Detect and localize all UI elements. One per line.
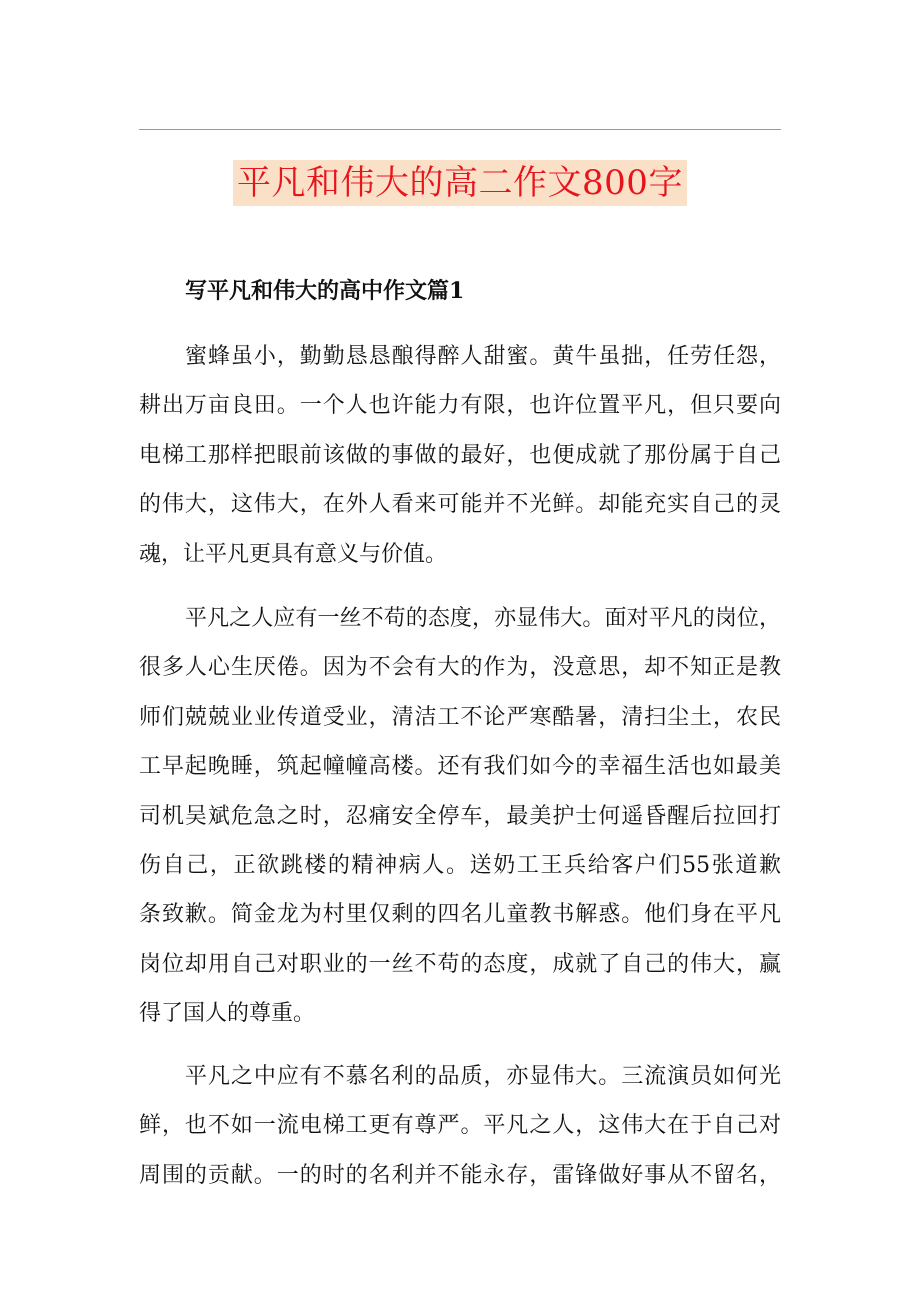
paragraph-line: 得了国人的尊重。 <box>139 1001 316 1027</box>
title-container <box>0 160 920 206</box>
paragraph-2 <box>139 594 781 1039</box>
paragraph-1 <box>139 332 781 579</box>
paragraph-line: 蜜蜂虽小，勤勤恳恳酿得醉人甜蜜。黄牛虽拙，任劳任怨， <box>185 344 781 369</box>
paragraph-line: 很多人心生厌倦。因为不会有大的作为，没意思，却不知正是教 <box>139 655 781 681</box>
paragraph-line: 工早起晚睡，筑起幢幢高楼。还有我们如今的幸福生活也如最美 <box>139 754 781 780</box>
paragraph-line: 的伟大，这伟大，在外人看来可能并不光鲜。却能充实自己的灵 <box>139 492 781 518</box>
paragraph-line: 周围的贡献。一的时的名利并不能永存，雷锋做好事从不留名， <box>139 1162 781 1188</box>
paragraph-line: 伤自己，正欲跳楼的精神病人。送奶工王兵给客户们55张道歉 <box>139 852 781 878</box>
section-heading: 写平凡和伟大的高中作文篇1 <box>185 278 465 304</box>
paragraph-line: 岗位却用自己对职业的一丝不苟的态度，成就了自己的伟大，赢 <box>139 951 781 977</box>
paragraph-line: 司机吴斌危急之时，忍痛安全停车，最美护士何遥昏醒后拉回打 <box>139 803 781 829</box>
paragraph-line: 平凡之人应有一丝不苟的态度，亦显伟大。面对平凡的岗位， <box>185 606 781 631</box>
paragraph-line: 师们兢兢业业传道受业，清洁工不论严寒酷暑，清扫尘土，农民 <box>139 704 781 730</box>
paragraph-line: 鲜，也不如一流电梯工更有尊严。平凡之人，这伟大在于自己对 <box>139 1113 781 1139</box>
header-divider <box>139 129 781 130</box>
paragraph-3 <box>139 1052 781 1200</box>
document-title: 平凡和伟大的高二作文800字 <box>233 160 687 206</box>
paragraph-line: 电梯工那样把眼前该做的事做的最好，也便成就了那份属于自己 <box>139 442 781 468</box>
paragraph-line: 魂，让平凡更具有意义与价值。 <box>139 541 448 567</box>
paragraph-line: 平凡之中应有不慕名利的品质，亦显伟大。三流演员如何光 <box>185 1064 781 1089</box>
paragraph-line: 耕出万亩良田。一个人也许能力有限，也许位置平凡，但只要向 <box>139 393 781 419</box>
paragraph-line: 条致歉。简金龙为村里仅剩的四名儿童教书解惑。他们身在平凡 <box>139 902 781 928</box>
